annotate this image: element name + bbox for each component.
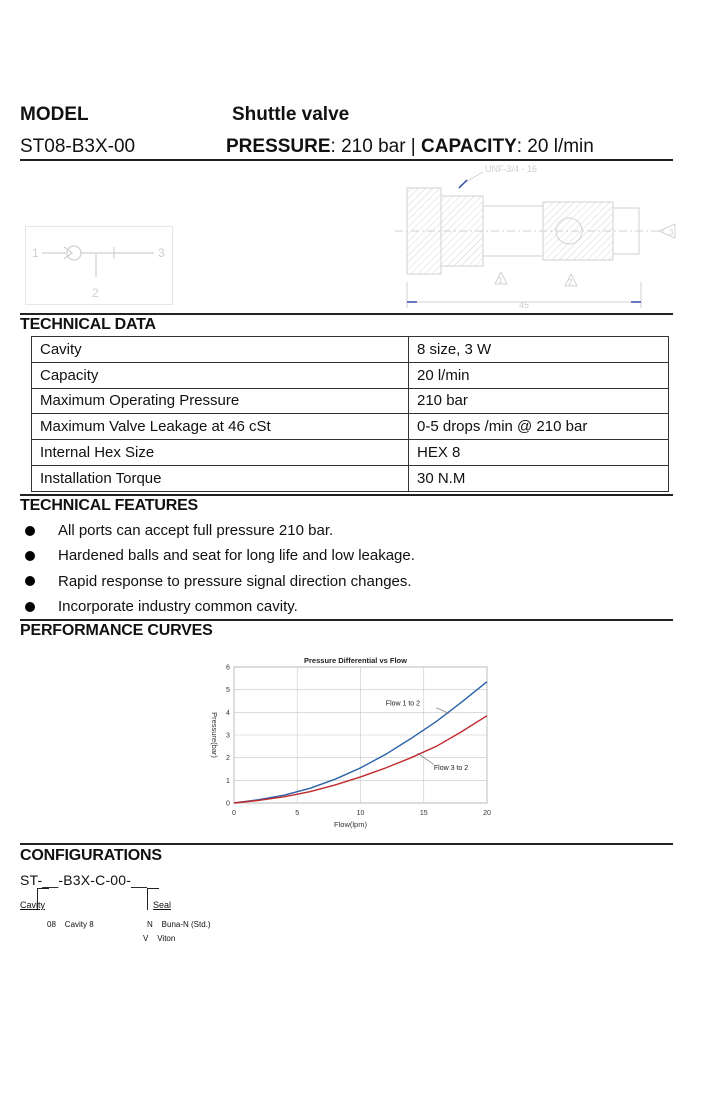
parameter-cell: Installation Torque xyxy=(32,465,409,491)
cavity-option-code: 08 xyxy=(47,920,56,929)
technical-data-table xyxy=(31,336,669,492)
configurations-title: CONFIGURATIONS xyxy=(20,847,162,864)
config-code: ST-__-B3X-C-00-__ xyxy=(20,872,148,888)
cross-section-drawing xyxy=(395,162,685,312)
feature-text: Incorporate industry common cavity. xyxy=(58,598,298,616)
parameter-cell: Internal Hex Size xyxy=(32,440,409,466)
performance-title: PERFORMANCE CURVES xyxy=(20,622,213,639)
x-tick-label: 0 xyxy=(232,810,236,817)
table-row xyxy=(32,337,669,363)
port-marker-2: 2 xyxy=(568,278,573,287)
series-label-flow-1-to-2: Flow 1 to 2 xyxy=(385,700,421,708)
x-tick-label: 5 xyxy=(295,810,300,817)
table-row xyxy=(32,465,669,491)
cavity-option xyxy=(47,920,94,929)
bullet-icon xyxy=(25,526,35,536)
table-row xyxy=(32,440,669,466)
y-tick-label: 0 xyxy=(226,800,230,808)
seal-bracket-top xyxy=(147,888,159,889)
x-tick-label: 20 xyxy=(483,810,491,817)
value-cell: 8 size, 3 W xyxy=(409,337,669,363)
y-tick-label: 4 xyxy=(226,709,230,717)
overall-length-dimension: 45 xyxy=(519,300,530,310)
symbol-port-3: 3 xyxy=(158,246,165,260)
y-tick-label: 6 xyxy=(226,664,230,672)
pressure-label: PRESSURE xyxy=(226,136,331,157)
features-divider xyxy=(20,494,673,496)
hydraulic-symbol xyxy=(25,226,173,305)
chart-title: Pressure Differential vs Flow xyxy=(304,656,407,665)
value-cell: 30 N.M xyxy=(409,465,669,491)
parameter-cell: Capacity xyxy=(32,362,409,388)
seal-option-code: V xyxy=(143,934,149,943)
thread-callout: UNF-3/4 - 16 xyxy=(485,164,538,174)
table-row xyxy=(32,362,669,388)
bullet-icon xyxy=(25,551,35,561)
x-tick-label: 10 xyxy=(356,810,365,817)
list-item xyxy=(20,518,415,543)
y-tick-label: 1 xyxy=(226,777,230,785)
symbol-port-1: 1 xyxy=(32,246,39,260)
rating-line xyxy=(226,136,594,158)
port-marker-3: 3 xyxy=(669,228,674,237)
valve-cross-section-icon xyxy=(395,162,685,312)
bullet-icon xyxy=(25,602,35,612)
technical-data-title: TECHNICAL DATA xyxy=(20,316,156,333)
series-label-flow-3-to-2: Flow 3 to 2 xyxy=(433,765,469,773)
model-label: MODEL xyxy=(20,104,89,125)
table-row xyxy=(32,414,669,440)
cavity-option-desc: Cavity 8 xyxy=(64,920,94,929)
feature-text: All ports can accept full pressure 210 bar. xyxy=(58,522,334,540)
y-tick-label: 3 xyxy=(226,732,230,740)
list-item xyxy=(20,594,415,619)
value-cell: HEX 8 xyxy=(409,440,669,466)
feature-text: Rapid response to pressure signal direction changes. xyxy=(58,572,412,590)
value-cell: 0-5 drops /min @ 210 bar xyxy=(409,414,669,440)
performance-chart xyxy=(200,650,500,835)
technical-features-title: TECHNICAL FEATURES xyxy=(20,497,199,514)
seal-option-desc: Viton xyxy=(157,934,176,943)
tech-data-divider xyxy=(20,313,673,315)
feature-text: Hardened balls and seat for long life and low leakage. xyxy=(58,547,415,565)
features-list xyxy=(20,518,415,619)
y-tick-label: 2 xyxy=(226,755,230,763)
symbol-port-2: 2 xyxy=(92,286,99,300)
list-item xyxy=(20,569,415,594)
cavity-bracket-top xyxy=(37,888,49,889)
capacity-value: : 20 l/min xyxy=(516,136,594,157)
seal-bracket xyxy=(147,888,148,910)
configurations-divider xyxy=(20,843,673,845)
model-code: ST08-B3X-00 xyxy=(20,136,136,157)
x-axis-label: Flow(lpm) xyxy=(334,820,367,829)
value-cell: 210 bar xyxy=(409,388,669,414)
bullet-icon xyxy=(25,576,35,586)
table-row xyxy=(32,388,669,414)
seal-option-n xyxy=(147,920,211,929)
header-divider xyxy=(20,159,673,161)
y-tick-label: 5 xyxy=(226,687,230,695)
pressure-value: : 210 bar | xyxy=(330,136,422,157)
product-name: Shuttle valve xyxy=(232,104,350,125)
seal-label: Seal xyxy=(153,900,172,910)
capacity-label: CAPACITY xyxy=(421,136,517,157)
seal-option-v xyxy=(143,934,175,943)
x-tick-label: 15 xyxy=(419,810,428,817)
shuttle-valve-symbol-icon xyxy=(26,227,174,306)
value-cell: 20 l/min xyxy=(409,362,669,388)
y-axis-label: Pressure(bar) xyxy=(210,712,219,758)
parameter-cell: Maximum Valve Leakage at 46 cSt xyxy=(32,414,409,440)
list-item xyxy=(20,543,415,568)
seal-option-desc: Buna-N (Std.) xyxy=(161,920,211,929)
cavity-label: Cavity xyxy=(20,900,46,910)
pressure-flow-chart xyxy=(200,650,500,835)
port-marker-1: 1 xyxy=(498,276,503,285)
parameter-cell: Maximum Operating Pressure xyxy=(32,388,409,414)
performance-divider xyxy=(20,619,673,621)
seal-option-code: N xyxy=(147,920,153,929)
parameter-cell: Cavity xyxy=(32,337,409,363)
